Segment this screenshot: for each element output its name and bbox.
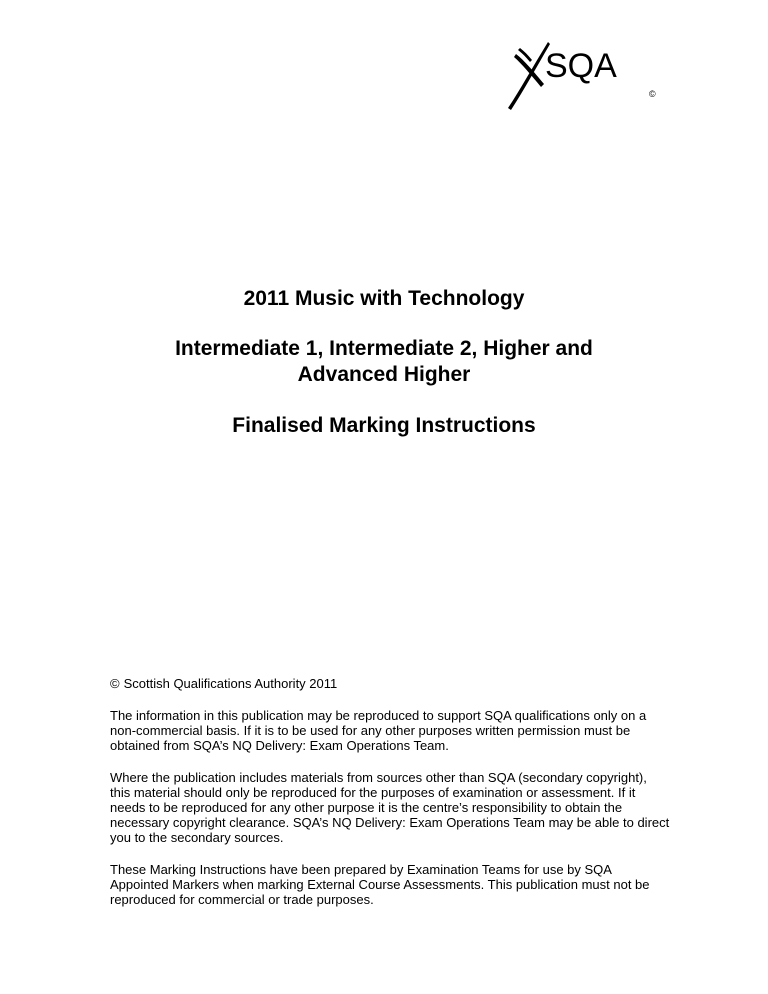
paragraph-marking-instructions: These Marking Instructions have been prepared by Examination Teams for use by SQA Appointed Markers when marking External Course Assessments. This publication must not be reproduced for commercial or trade purposes. [110, 862, 650, 907]
copyright-line [110, 676, 670, 691]
document-levels: Intermediate 1, Intermediate 2, Higher and Advanced Higher [175, 337, 593, 386]
logo-copyright-mark: © [649, 89, 656, 99]
saltire-cross-icon [506, 38, 550, 114]
document-title: 2011 Music with Technology [243, 287, 525, 310]
copyright-icon: © [110, 676, 120, 691]
document-subtitle: Finalised Marking Instructions [232, 414, 536, 437]
title-block [0, 286, 768, 439]
logo-wordmark: SQA [545, 47, 617, 85]
copyright-holder: Scottish Qualifications Authority 2011 [123, 676, 338, 691]
sqa-logo [506, 38, 666, 114]
paragraph-secondary-sources: Where the publication includes materials from sources other than SQA (secondary copyright), this material should only be reproduced for the purposes of examination or assessment. If it needs to be reproduced for any other purpose it is the centre’s responsibility to obtain the necessary copyright clearance. SQA’s NQ Delivery: Exam Operations Team may be able to direct you to the secondary sources. [110, 770, 670, 845]
copyright-notice [110, 676, 670, 924]
paragraph-reproduction: The information in this publication may be reproduced to support SQA qualifications only on a non-commercial basis. If it is to be used for any other purposes written permission must be obtained from SQA’s NQ Delivery: Exam Operations Team. [110, 708, 647, 753]
